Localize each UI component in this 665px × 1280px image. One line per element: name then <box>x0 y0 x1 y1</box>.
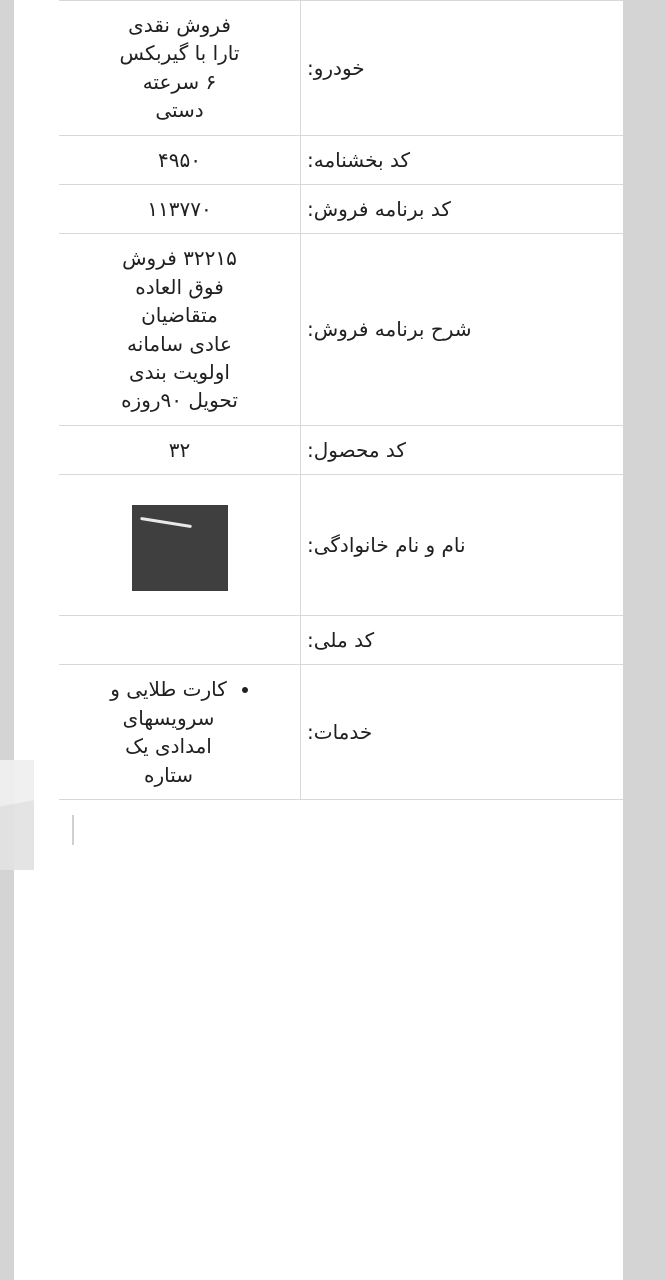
row-value-sales-program-description-text: ۳۲۲۱۵ فروش فوق العاده متقاضیان عادی سامانه اولویت بندی تحویل ۹۰روزه <box>121 246 238 413</box>
table-row <box>59 135 623 184</box>
row-label-circular-code: کد بخشنامه: <box>301 135 624 184</box>
table-row <box>59 475 623 616</box>
row-label-services: خدمات: <box>301 665 624 800</box>
row-label-national-code: کد ملی: <box>301 616 624 665</box>
redaction-block <box>132 505 228 591</box>
table-row <box>59 184 623 233</box>
row-value-full-name <box>59 475 301 616</box>
row-value-vehicle-text: فروش نقدی تارا با گیربکس ۶ سرعته دستی <box>119 13 240 123</box>
row-label-sales-program-description: شرح برنامه فروش: <box>301 234 624 425</box>
table-row <box>59 1 623 136</box>
row-label-product-code: کد محصول: <box>301 425 624 474</box>
table-row <box>59 234 623 425</box>
row-value-product-code <box>59 425 301 474</box>
row-value-product-code-text: ۳۲ <box>168 437 191 462</box>
row-value-sales-program-code <box>59 184 301 233</box>
table-row <box>59 425 623 474</box>
row-value-sales-program-code-text: ۱۱۳۷۷۰ <box>147 196 212 221</box>
row-value-services <box>59 665 301 800</box>
table-row <box>59 616 623 665</box>
row-value-circular-code <box>59 135 301 184</box>
list-item: • کارت طلایی و سرویسهای امدادی یک ستاره <box>109 675 229 789</box>
page-right-margin <box>623 0 665 1280</box>
table-row <box>59 665 623 800</box>
row-label-vehicle: خودرو: <box>301 1 624 136</box>
row-value-circular-code-text: ۴۹۵۰ <box>158 147 201 172</box>
services-list <box>65 675 294 789</box>
scan-tick-mark <box>72 815 74 845</box>
vehicle-order-table <box>59 0 623 800</box>
row-value-vehicle <box>59 1 301 136</box>
row-label-full-name: نام و نام خانوادگی: <box>301 475 624 616</box>
row-label-sales-program-code: کد برنامه فروش: <box>301 184 624 233</box>
scan-artifact <box>0 760 34 870</box>
page-left-margin <box>0 0 14 1280</box>
row-value-sales-program-description <box>59 234 301 425</box>
row-value-national-code <box>59 616 301 665</box>
